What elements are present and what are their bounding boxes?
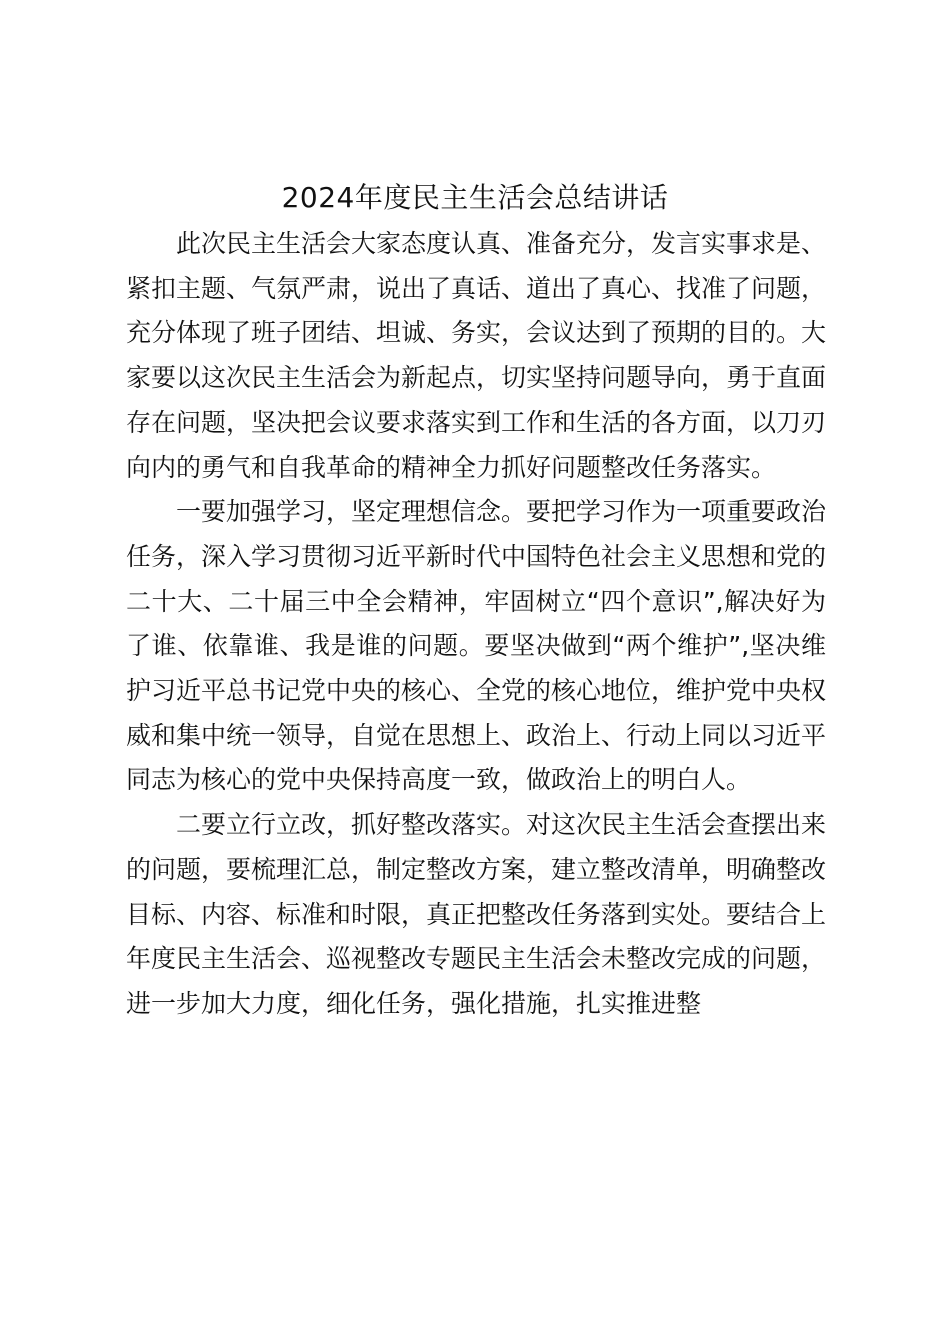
document-body [126, 222, 826, 1027]
paragraph-study: 一要加强学习，坚定理想信念。要把学习作为一项重要政治任务，深入学习贯彻习近平新时代中国特色社会主义思想和党的二十大、二十届三中全会精神，牢固树立“四个意识”,解决好为了谁、依靠谁、我是谁的问题。要坚决做到“两个维护”,坚决维护习近平总书记党中央的核心、全党的核心地位，维护党中央权威和集中统一领导，自觉在思想上、政治上、行动上同以习近平同志为核心的党中央保持高度一致，做政治上的明白人。 [126, 497, 827, 795]
paragraph-summary: 此次民主生活会大家态度认真、准备充分，发言实事求是、紧扣主题、气氛严肃，说出了真话、道出了真心、找准了问题，充分体现了班子团结、坦诚、务实，会议达到了预期的目的。大家要以这次民主生活会为新起点，切实坚持问题导向，勇于直面存在问题，坚决把会议要求落实到工作和生活的各方面，以刀刃向内的勇气和自我革命的精神全力抓好问题整改任务落实。 [126, 229, 827, 482]
paragraph-rectification: 二要立行立改，抓好整改落实。对这次民主生活会查摆出来的问题，要梳理汇总，制定整改方案，建立整改清单，明确整改目标、内容、标准和时限，真正把整改任务落到实处。要结合上年度民主生活会、巡视整改专题民主生活会未整改完成的问题，进一步加大力度，细化任务，强化措施，扎实推进整 [126, 810, 827, 1018]
document-title: 2024年度民主生活会总结讲话 [281, 181, 669, 214]
